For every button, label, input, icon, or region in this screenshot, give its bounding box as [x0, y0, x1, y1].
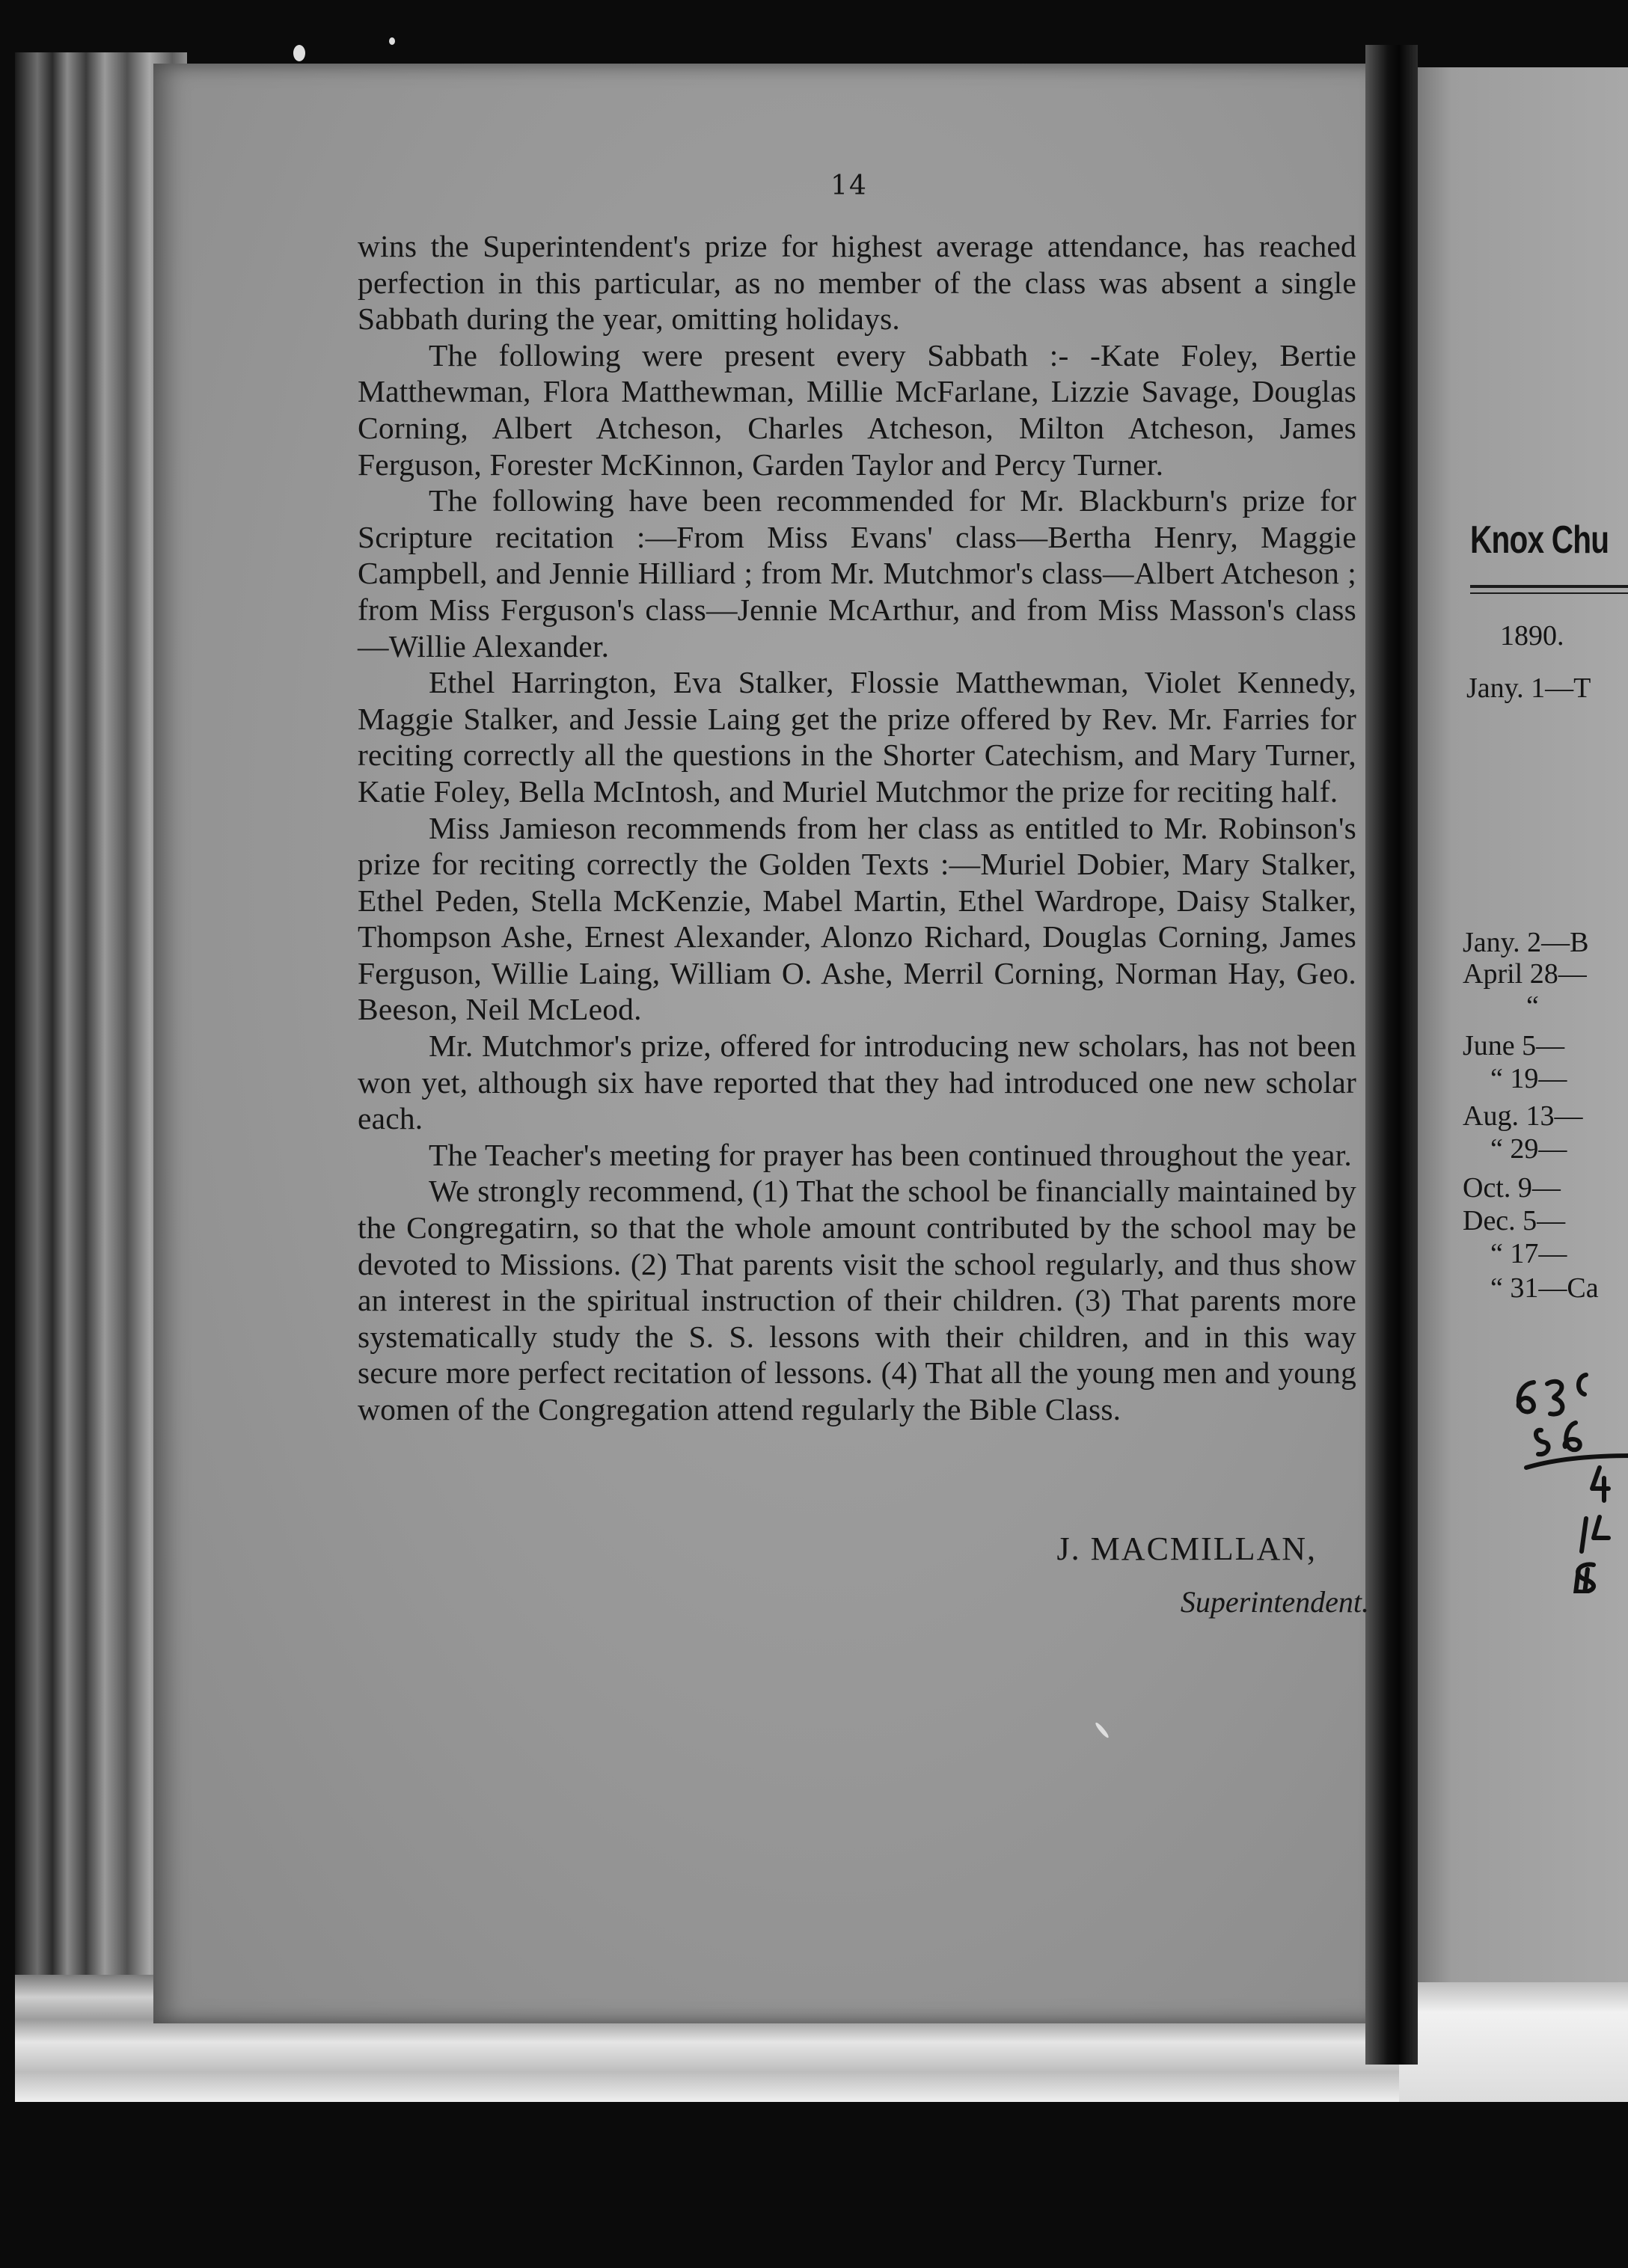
paragraph: The Teacher's meeting for prayer has been continued throughout the year. [429, 1137, 1352, 1172]
paragraph: We strongly recommend, (1) That the school be financially maintained by the Congregatirn, so that the whole amount contributed by the school may be devoted to Missions. (2) That parents visit the school regularly, and thus show an interest in the spiritual instruction of their children. (3) That parents more systematically study the S. S. lessons with their children, and in this way secure more perfect recitation of lessons. (4) That all the young men and young women of the Congregation attend regularly the Bible Class. [358, 1174, 1356, 1426]
right-page-entry: June 5— [1463, 1030, 1565, 1061]
right-page [1407, 67, 1628, 1982]
right-page-entry: “ 29— [1490, 1133, 1567, 1165]
paragraph: wins the Superintendent's prize for highest average attendance, has reached perfection in this particular, as no member of the class was absent a single Sabbath during the year, omitting holidays. [358, 229, 1356, 337]
heading-rule [1470, 592, 1628, 594]
signature-name: J. MACMILLAN, [1056, 1530, 1317, 1567]
right-page-edges-bottom [1399, 1982, 1628, 2102]
right-page-entry: “ 19— [1490, 1063, 1567, 1094]
handwritten-figures [1504, 1369, 1628, 1593]
right-page-entry: “ 31—Ca [1490, 1272, 1599, 1304]
dust-speck [389, 37, 395, 45]
paragraph: The following have been recommended for Mr. Blackburn's prize for Scripture recitation :—From Miss Evans' class—Bertha Henry, Maggie Campbell, and Jennie Hilliard ; from Mr. Mutchmor's class—Albert Atcheson ; from Miss Ferguson's class—Jennie McArthur, and from Miss Masson's class—Willie Alexander. [358, 483, 1356, 663]
paragraph: Ethel Harrington, Eva Stalker, Flossie Matthewman, Violet Kennedy, Maggie Stalker, and Jessie Laing get the prize offered by Rev. Mr. Farries for reciting correctly all the questions in the Shorter Catechism, and Mary Turner, Katie Foley, Bella McIntosh, and Muriel Mutchmor the prize for reciting half. [358, 665, 1356, 809]
page-number: 14 [830, 171, 868, 201]
heading-rule [1470, 585, 1628, 588]
right-page-entry: “ [1526, 990, 1539, 1022]
paragraph: Mr. Mutchmor's prize, offered for introducing new scholars, has not been won yet, although six have reported that they had introduced one new scholar each. [358, 1029, 1356, 1136]
signature-title: Superintendent. [1180, 1585, 1369, 1619]
paragraph: Miss Jamieson recommends from her class as entitled to Mr. Robinson's prize for reciting correctly the Golden Texts :—Muriel Dobier, Mary Stalker, Ethel Peden, Stella McKenzie, Mabel Martin, Ethel Wardrope, Daisy Stalker, Thompson Ashe, Ernest Alexander, Alonzo Richard, Douglas Corning, James Ferguson, Willie Laing, William O. Ashe, Merril Corning, Norman Hay, Geo. Beeson, Neil McLeod. [358, 810, 1356, 1027]
right-page-entry: Aug. 13— [1463, 1100, 1583, 1132]
right-page-heading: Knox Chu [1470, 518, 1609, 562]
right-page-entry: Dec. 5— [1463, 1205, 1566, 1236]
dust-speck [293, 45, 305, 61]
right-page-entry: April 28— [1463, 958, 1587, 990]
right-page-entry: Oct. 9— [1463, 1172, 1561, 1204]
report-body [358, 228, 1356, 1428]
paragraph: The following were present every Sabbath :- -Kate Foley, Bertie Matthewman, Flora Matthewman, Millie McFarlane, Lizzie Savage, Douglas Corning, Albert Atcheson, Charles Atcheson, Milton Atcheson, James Ferguson, Forester McKinnon, Garden Taylor and Percy Turner. [358, 337, 1356, 482]
right-page-entry: Jany. 1—T [1466, 672, 1591, 704]
right-page-entry: “ 17— [1490, 1238, 1567, 1269]
book-gutter [1365, 45, 1418, 2065]
right-page-year: 1890. [1500, 620, 1564, 652]
right-page-entry: Jany. 2—B [1463, 927, 1589, 958]
